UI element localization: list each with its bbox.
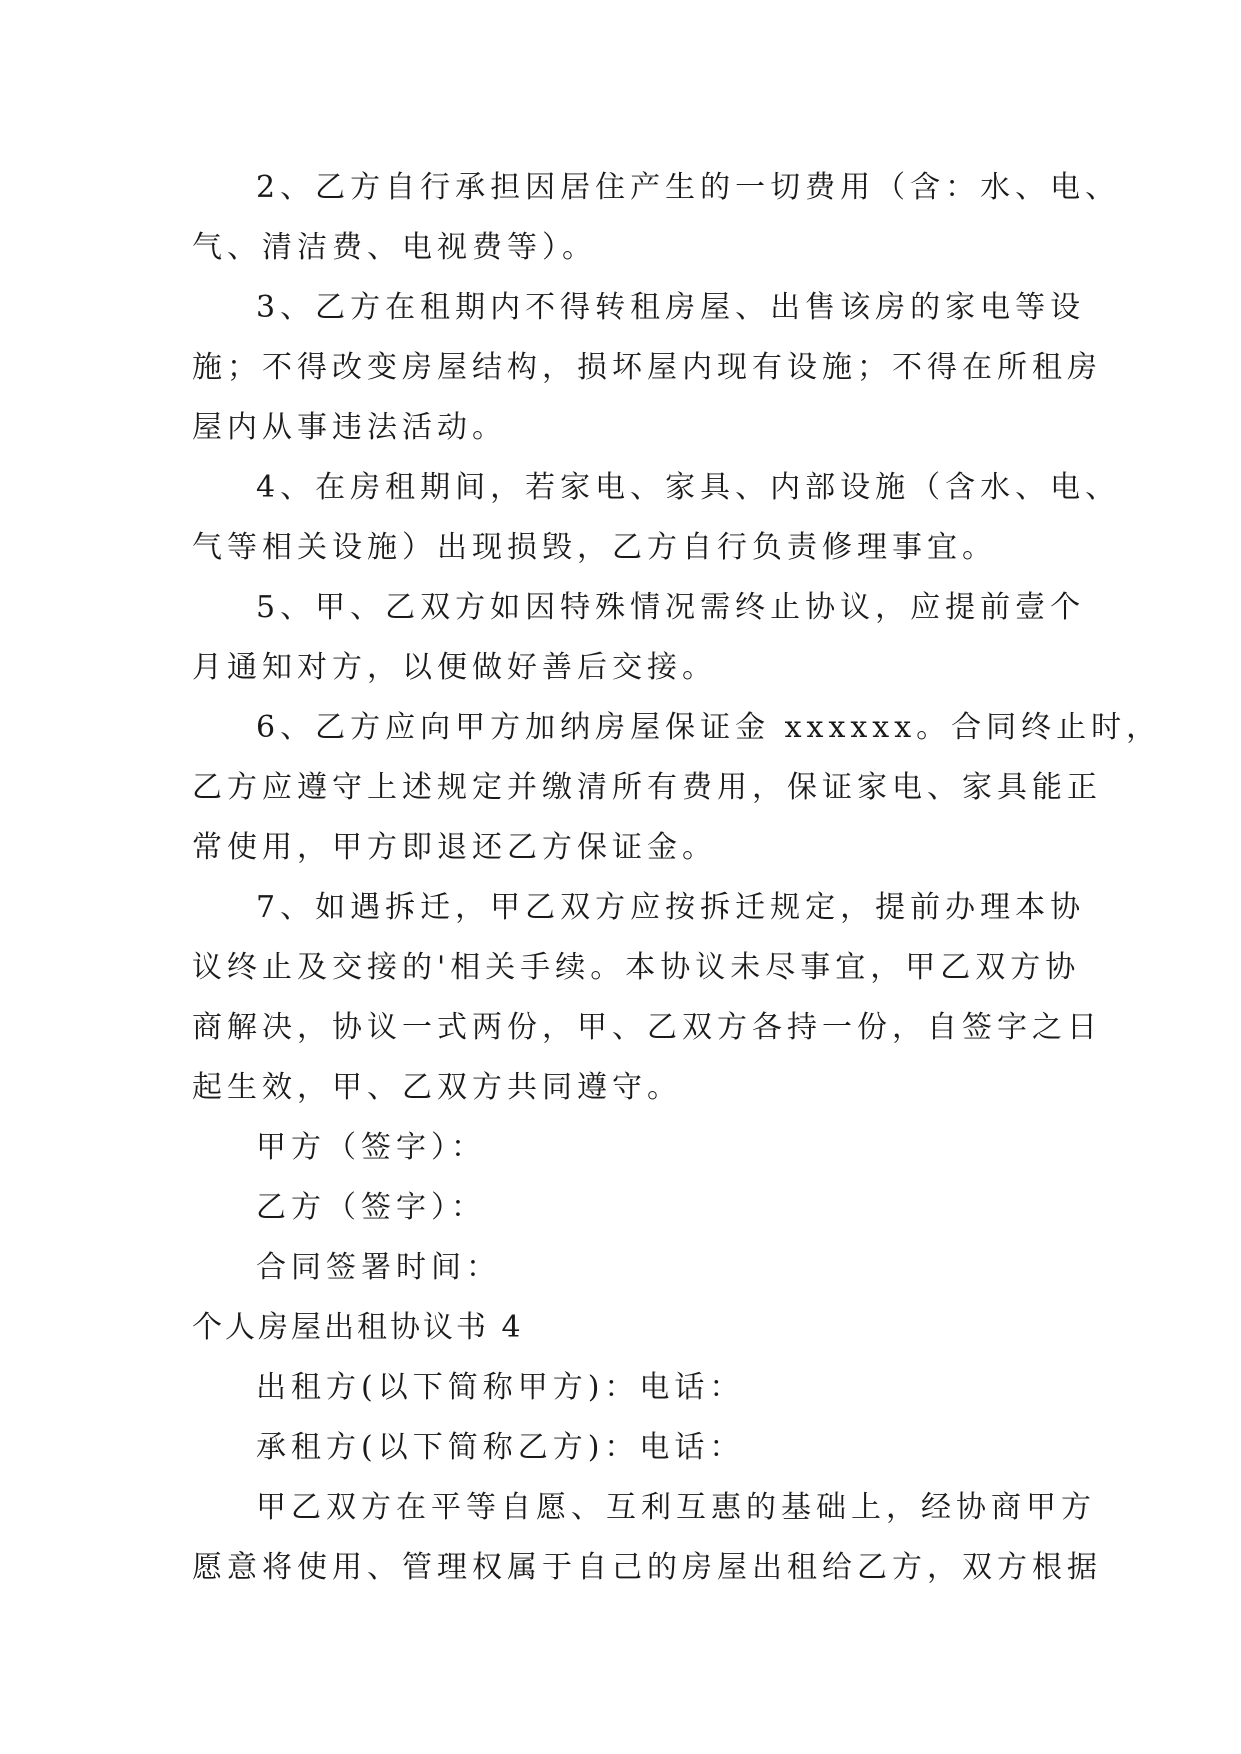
preamble-line-2: 愿意将使用、管理权属于自己的房屋出租给乙方，双方根据 [192,1550,1102,1585]
signing-date: 合同签署时间： [256,1250,501,1285]
clause-3-line-3: 屋内从事违法活动。 [192,410,507,445]
clause-7-line-2: 议终止及交接的'相关手续。本协议未尽事宜，甲乙双方协 [192,950,1081,985]
clause-6-line-3: 常使用，甲方即退还乙方保证金。 [192,830,717,865]
lessee-line: 承租方(以下简称乙方)：电话： [256,1430,745,1465]
clause-4-line-1: 4、在房租期间，若家电、家具、内部设施（含水、电、 [256,470,1121,505]
clause-3-line-1: 3、乙方在租期内不得转租房屋、出售该房的家电等设 [256,290,1086,325]
clause-5-line-1: 5、甲、乙双方如因特殊情况需终止协议，应提前壹个 [256,590,1086,625]
section-heading: 个人房屋出租协议书 4 [192,1310,524,1345]
clause-4-line-2: 气等相关设施）出现损毁，乙方自行负责修理事宜。 [192,530,997,565]
party-a-signature: 甲方（签字）： [256,1130,486,1165]
document-body [192,158,1162,1598]
preamble-line-1: 甲乙双方在平等自愿、互利互惠的基础上，经协商甲方 [256,1490,1096,1525]
party-b-signature: 乙方（签字）： [256,1190,486,1225]
lessor-line: 出租方(以下简称甲方)：电话： [256,1370,745,1405]
clause-2-line-1: 2、乙方自行承担因居住产生的一切费用（含：水、电、 [256,170,1121,205]
clause-6-line-1: 6、乙方应向甲方加纳房屋保证金 xxxxxx。合同终止时， [256,710,1162,745]
clause-3-line-2: 施；不得改变房屋结构，损坏屋内现有设施；不得在所租房 [192,350,1102,385]
clause-7-line-3: 商解决，协议一式两份，甲、乙双方各持一份，自签字之日 [192,1010,1102,1045]
clause-5-line-2: 月通知对方，以便做好善后交接。 [192,650,717,685]
clause-7-line-4: 起生效，甲、乙双方共同遵守。 [192,1070,682,1105]
clause-2-line-2: 气、清洁费、电视费等）。 [192,230,597,265]
clause-7-line-1: 7、如遇拆迁，甲乙双方应按拆迁规定，提前办理本协 [256,890,1086,925]
clause-6-line-2: 乙方应遵守上述规定并缴清所有费用，保证家电、家具能正 [192,770,1102,805]
